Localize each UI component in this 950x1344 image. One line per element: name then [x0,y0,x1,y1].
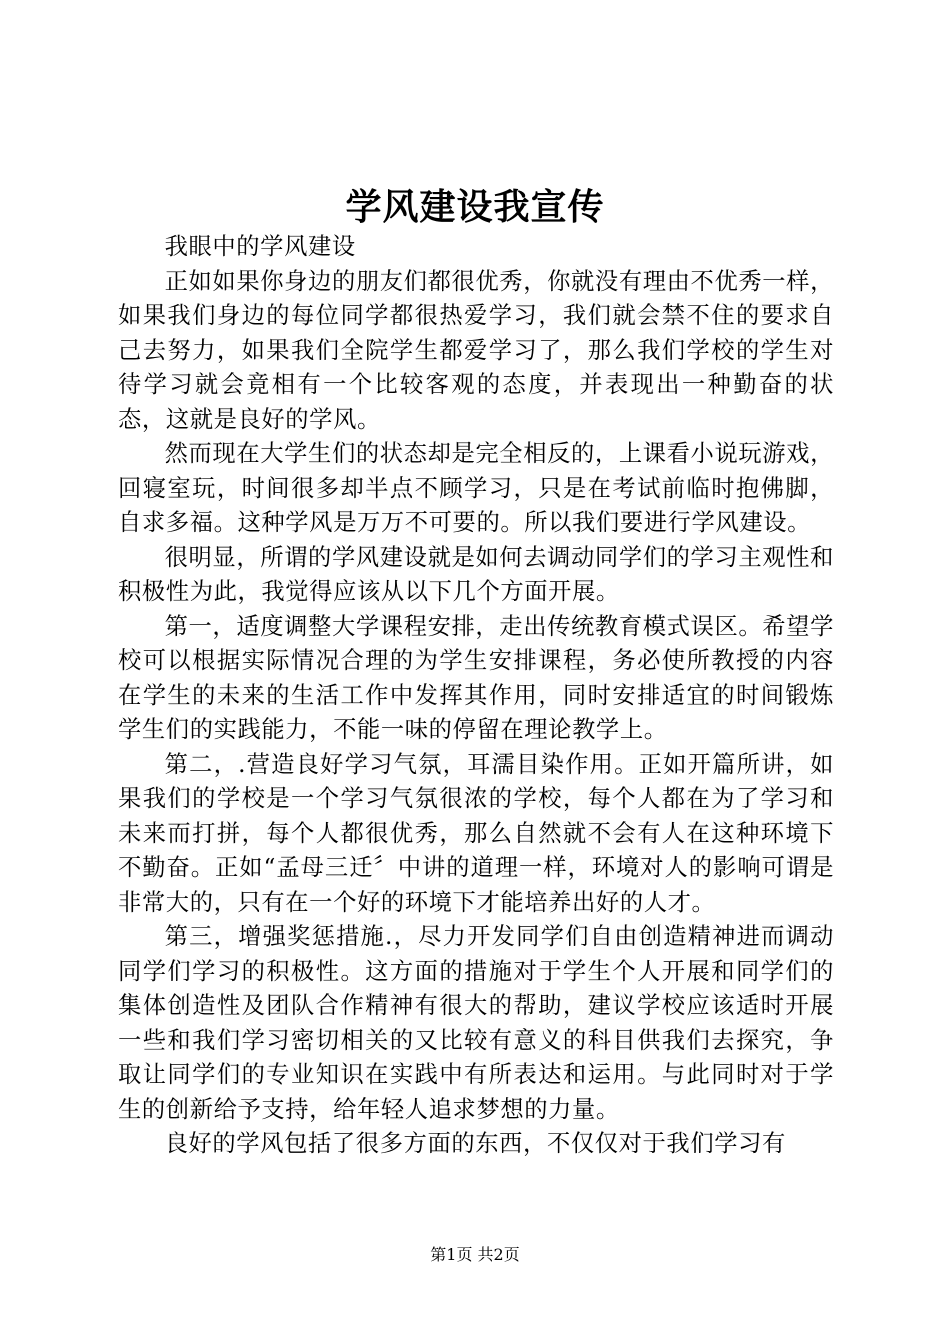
paragraph: 第二，.营造良好学习气氛，耳濡目染作用。正如开篇所讲，如果我们的学校是一个学习气氛很浓的学校，每个人都在为了学习和未来而打拼，每个人都很优秀，那么自然就不会有人在这种环境下不勤奋。正如“孟母三迁〞中讲的道理一样，环境对人的影响可谓是非常大的，只有在一个好的环境下才能培养出好的人才。 [118,750,834,916]
paragraph: 第三，增强奖惩措施.，尽力开发同学们自由创造精神进而调动同学们学习的积极性。这方面的措施对于学生个人开展和同学们的集体创造性及团队合作精神有很大的帮助，建议学校应该适时开展一些和我们学习密切相关的又比较有意义的科目供我们去探究，争取让同学们的专业知识在实践中有所表达和运用。与此同时对于学生的创新给予支持，给年轻人追求梦想的力量。 [118,923,834,1123]
paragraph: 良好的学风包括了很多方面的东西，不仅仅对于我们学习有 [164,1130,786,1157]
paragraph: 正如如果你身边的朋友们都很优秀，你就没有理由不优秀一样，如果我们身边的每位同学都很热爱学习，我们就会禁不住的要求自己去努力，如果我们全院学生都爱学习了，那么我们学校的学生对待学习就会竟相有一个比较客观的态度，并表现出一种勤奋的状态，这就是良好的学风。 [118,267,834,433]
document-body [118,230,834,1162]
paragraph: 很明显，所谓的学风建设就是如何去调动同学们的学习主观性和积极性为此，我觉得应该从以下几个方面开展。 [118,543,834,605]
paragraph: 然而现在大学生们的状态却是完全相反的，上课看小说玩游戏，回寝室玩，时间很多却半点不顾学习，只是在考试前临时抱佛脚，自求多福。这种学风是万万不可要的。所以我们要进行学风建设。 [118,440,834,536]
document-title: 学风建设我宣传 [345,187,605,228]
paragraph-subtitle: 我眼中的学风建设 [164,233,356,260]
paragraph: 第一，适度调整大学课程安排，走出传统教育模式误区。希望学校可以根据实际情况合理的为学生安排课程，务必使所教授的内容在学生的未来的生活工作中发挥其作用，同时安排适宜的时间锻炼学生们的实践能力，不能一味的停留在理论教学上。 [118,612,834,743]
page-number-footer: 第1页 共2页 [430,1245,520,1264]
